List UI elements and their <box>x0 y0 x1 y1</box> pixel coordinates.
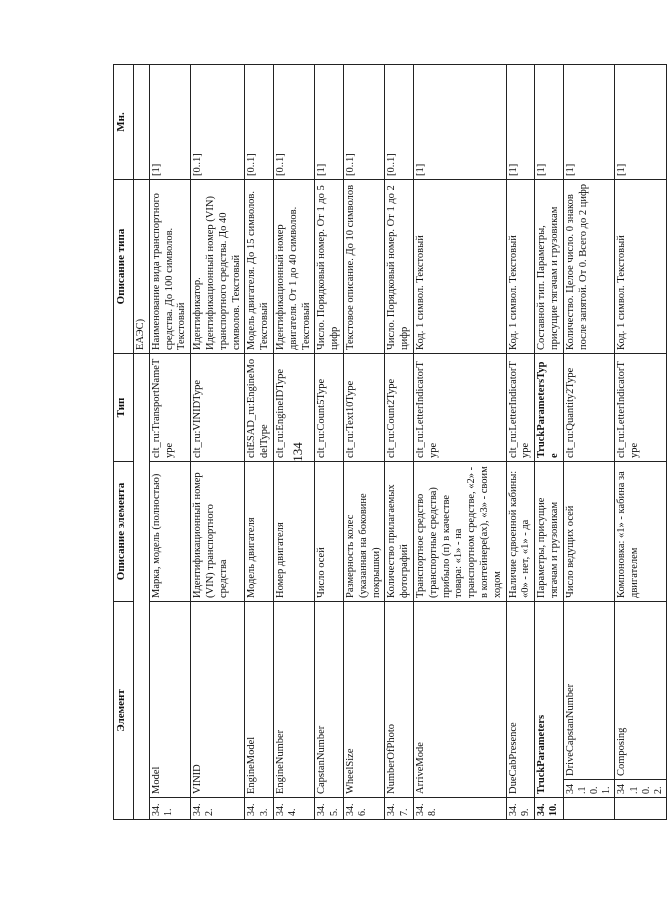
elements-table <box>113 64 667 820</box>
row-number: 34.4. <box>273 798 314 820</box>
row-element: NumberOfPhoto <box>385 602 414 798</box>
row-type-description: Составной тип. Параметры, присущие тягачам и грузовикам <box>535 180 564 354</box>
row-type-description: Наименование вида транспортного средства. До 100 символов. Текстовый <box>149 180 190 354</box>
row-number: 34.3. <box>245 798 274 820</box>
row-type: cltESAD_ru:EngineModelType <box>245 354 274 462</box>
row-element: DriveCapstanNumber <box>563 602 615 780</box>
table-row <box>385 65 414 820</box>
row-type: clt_ru:LetterIndicatorType <box>413 354 506 462</box>
table-row <box>563 65 615 820</box>
row-description: Размерность колес (указанная на боковине покрышки) <box>343 462 384 602</box>
row-multiplicity: [0..1] <box>245 65 274 180</box>
row-multiplicity: [0..1] <box>385 65 414 180</box>
row-multiplicity: [1] <box>506 65 535 180</box>
table-row <box>535 65 564 820</box>
table-row <box>273 65 314 820</box>
row-type-description: Текстовое описание. До 10 символов <box>343 180 384 354</box>
row-multiplicity: [1] <box>535 65 564 180</box>
table-row <box>615 65 667 820</box>
row-multiplicity: [1] <box>413 65 506 180</box>
row-type: clt_ru:Quantity2Type <box>563 354 615 462</box>
row-element: CapstanNumber <box>315 602 344 798</box>
row-description: Транспортное средство (транспортные средства) прибыло (п) в качестве товара: «1» - на транспортном средстве, «2» - в контейнере(ах), «3» - своим ходом <box>413 462 506 602</box>
row-type: clt_ru:LetterIndicatorType <box>615 354 667 462</box>
row-number: 34.5. <box>315 798 344 820</box>
header-description: Описание элемента <box>114 462 134 602</box>
row-number: 34.6. <box>343 798 384 820</box>
row-number: 34.10.1. <box>563 780 615 798</box>
header-element: Элемент <box>114 602 134 820</box>
row-element: Composing <box>615 602 667 780</box>
continuation-type-description: ЕАЭС) <box>134 180 150 354</box>
row-type: clt_ru:Text10Type <box>343 354 384 462</box>
row-multiplicity: [1] <box>563 65 615 180</box>
row-element: Model <box>149 602 190 798</box>
row-element: DueCabPresence <box>506 602 535 798</box>
row-description: Число осей <box>315 462 344 602</box>
table-row <box>315 65 344 820</box>
table-row <box>191 65 245 820</box>
row-multiplicity: [1] <box>615 65 667 180</box>
row-type: clt_ru:Count5Type <box>315 354 344 462</box>
table-row <box>149 65 190 820</box>
row-number: 34.9. <box>506 798 535 820</box>
row-element: ArriveMode <box>413 602 506 798</box>
row-description: Идентификационный номер (VIN) транспортного средства <box>191 462 245 602</box>
row-multiplicity: [0..1] <box>191 65 245 180</box>
table-row <box>506 65 535 820</box>
row-type-description: Идентификатор. Идентификационный номер (VIN) транспортного средства. До 40 символов. Текстовый <box>191 180 245 354</box>
row-type: clt_ru:EngineIDType <box>273 354 314 462</box>
row-type: clt_ru:TransportNameType <box>149 354 190 462</box>
row-number: 34.10. <box>535 798 564 820</box>
row-element: EngineNumber <box>273 602 314 798</box>
row-multiplicity: [1] <box>149 65 190 180</box>
continuation-row <box>134 65 150 820</box>
row-multiplicity: [0..1] <box>343 65 384 180</box>
row-type-description: Количество. Целое число. 0 знаков после запятой. От 0. Всего до 2 цифр <box>563 180 615 354</box>
row-element: EngineModel <box>245 602 274 798</box>
row-multiplicity: [1] <box>315 65 344 180</box>
page-number: 134 <box>290 442 305 462</box>
row-type-description: Код. 1 символ. Текстовый <box>506 180 535 354</box>
table-row <box>245 65 274 820</box>
row-description: Номер двигателя <box>273 462 314 602</box>
row-type-description: Код. 1 символ. Текстовый <box>413 180 506 354</box>
row-number: 34.8. <box>413 798 506 820</box>
row-multiplicity: [0..1] <box>273 65 314 180</box>
row-type: clt_ru:LetterIndicatorType <box>506 354 535 462</box>
row-element: VINID <box>191 602 245 798</box>
indent-cell <box>615 798 667 820</box>
row-description: Наличие сдвоенной кабины: «0» - нет, «1» - да <box>506 462 535 602</box>
row-description: Количество прилагаемых фотографий <box>385 462 414 602</box>
table-row <box>343 65 384 820</box>
row-description: Модель двигателя <box>245 462 274 602</box>
row-number: 34.2. <box>191 798 245 820</box>
row-description: Марка, модель (полностью) <box>149 462 190 602</box>
row-description: Параметры, присущие тягачам и грузовикам <box>535 462 564 602</box>
table-row <box>413 65 506 820</box>
row-type: clt_ru:Count2Type <box>385 354 414 462</box>
indent-cell <box>563 798 615 820</box>
row-number: 34.1. <box>149 798 190 820</box>
row-element: WheelSize <box>343 602 384 798</box>
rotated-table-page <box>113 65 665 820</box>
row-type-description: Модель двигателя. До 15 символов. Текстовый <box>245 180 274 354</box>
header-multiplicity: Мн. <box>114 65 134 180</box>
header-type-description: Описание типа <box>114 180 134 354</box>
table-header-row <box>114 65 134 820</box>
row-number: 34.7. <box>385 798 414 820</box>
row-description: Число ведущих осей <box>563 462 615 602</box>
row-description: Компоновка: «1» - кабина за двигателем <box>615 462 667 602</box>
row-number: 34.10.2. <box>615 780 667 798</box>
row-type: clt_ru:VINIDType <box>191 354 245 462</box>
row-type-description: Код. 1 символ. Текстовый <box>615 180 667 354</box>
row-type: TruckParametersType <box>535 354 564 462</box>
row-type-description: Число. Порядковый номер. От 1 до 2 цифр <box>385 180 414 354</box>
row-type-description: Идентификационный номер двигателя. От 1 до 40 символов. Текстовый <box>273 180 314 354</box>
row-element: TruckParameters <box>535 602 564 798</box>
row-type-description: Число. Порядковый номер. От 1 до 5 цифр <box>315 180 344 354</box>
header-type: Тип <box>114 354 134 462</box>
